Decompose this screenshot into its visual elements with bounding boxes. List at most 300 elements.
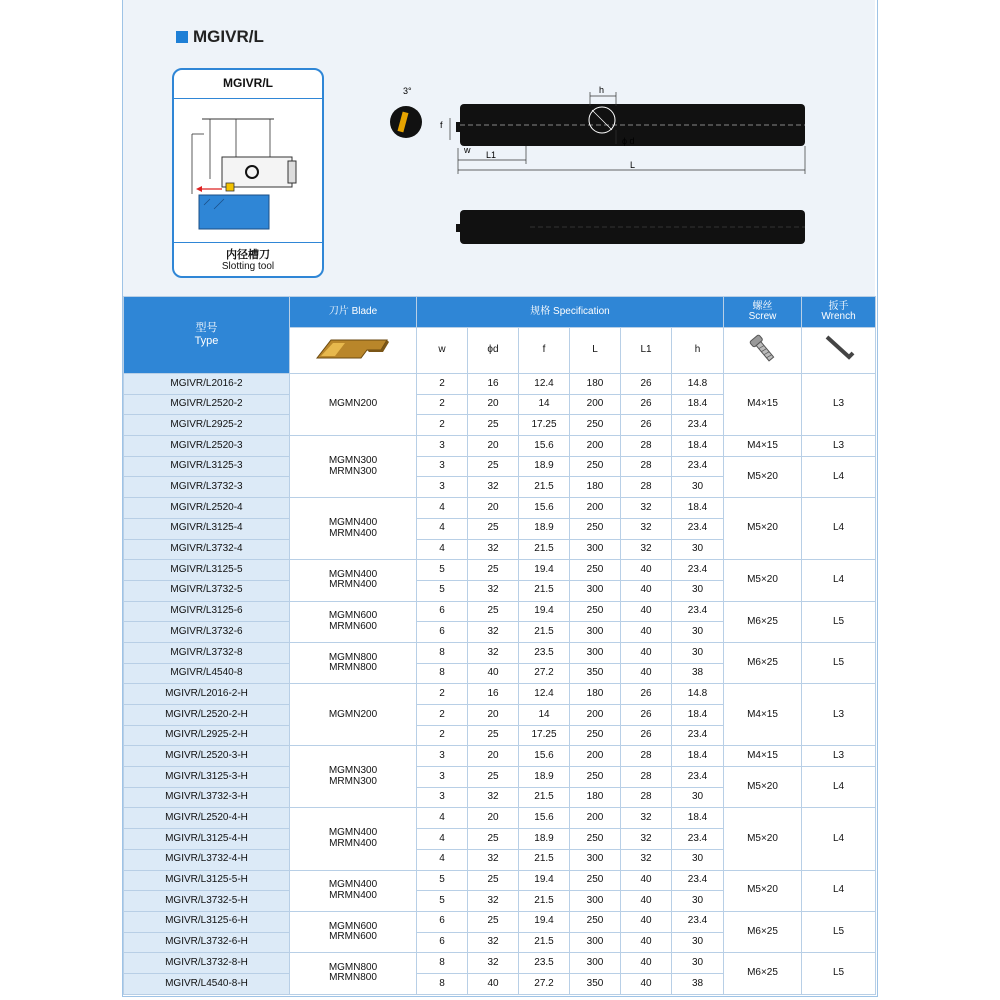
spec-cell: 25 xyxy=(468,911,519,932)
spec-cell: 32 xyxy=(621,849,672,870)
spec-cell: 32 xyxy=(621,539,672,560)
spec-cell: 21.5 xyxy=(519,477,570,498)
spec-cell: 40 xyxy=(621,932,672,953)
blade-model: MGMN800 xyxy=(328,651,378,663)
spec-cell: 26 xyxy=(621,725,672,746)
spec-cell: 2 xyxy=(417,705,468,726)
spec-cell: 21.5 xyxy=(519,622,570,643)
spec-cell: 40 xyxy=(621,601,672,622)
spec-cell: 3 xyxy=(417,787,468,808)
spec-cell: 30 xyxy=(672,849,724,870)
spec-cell: 40 xyxy=(621,580,672,601)
spec-cell: 4 xyxy=(417,808,468,829)
spec-cell: 19.4 xyxy=(519,870,570,891)
l-label: L xyxy=(630,160,636,170)
spec-cell: 23.4 xyxy=(672,870,724,891)
screw-image-cell xyxy=(724,328,802,374)
spec-cell: 18.4 xyxy=(672,436,724,457)
type-cell: MGIVR/L3732-4-H xyxy=(124,849,290,870)
table-row xyxy=(124,642,876,663)
spec-cell: 300 xyxy=(570,539,621,560)
screw-cell: M5×20 xyxy=(724,870,802,911)
spec-cell: 30 xyxy=(672,580,724,601)
blade-cell xyxy=(290,374,417,436)
spec-cell: 200 xyxy=(570,808,621,829)
spec-cell: 350 xyxy=(570,973,621,994)
wrench-cell: L3 xyxy=(802,374,876,436)
table-row xyxy=(124,767,876,788)
type-cell: MGIVR/L2925-2 xyxy=(124,415,290,436)
w-label: w xyxy=(464,145,471,155)
wrench-header-cn: 扳手 xyxy=(828,300,849,312)
spec-cell: 40 xyxy=(621,870,672,891)
spec-cell: 32 xyxy=(468,477,519,498)
wrench-cell: L4 xyxy=(802,808,876,870)
spec-cell: 30 xyxy=(672,539,724,560)
spec-cell: 4 xyxy=(417,539,468,560)
spec-cell: 23.5 xyxy=(519,953,570,974)
blade-model: MRMN400 xyxy=(329,527,377,539)
spec-cell: 21.5 xyxy=(519,539,570,560)
type-cell: MGIVR/L2520-4 xyxy=(124,498,290,519)
screw-cell: M4×15 xyxy=(724,684,802,746)
spec-cell: 250 xyxy=(570,518,621,539)
spec-cell: 40 xyxy=(621,891,672,912)
h-label: h xyxy=(599,85,605,95)
spec-cell: 20 xyxy=(468,394,519,415)
spec-cell: 26 xyxy=(621,394,672,415)
spec-cell: 40 xyxy=(621,560,672,581)
screw-cell: M4×15 xyxy=(724,746,802,767)
spec-cell: 30 xyxy=(672,891,724,912)
spec-cell: 14 xyxy=(519,705,570,726)
spec-cell: 32 xyxy=(468,953,519,974)
type-cell: MGIVR/L2016-2-H xyxy=(124,684,290,705)
spec-cell: 3 xyxy=(417,767,468,788)
spec-cell: 21.5 xyxy=(519,891,570,912)
table-row xyxy=(124,560,876,581)
type-cell: MGIVR/L2016-2 xyxy=(124,374,290,395)
wrench-cell: L5 xyxy=(802,642,876,683)
spec-cell: 3 xyxy=(417,436,468,457)
type-header xyxy=(124,297,290,374)
spec-cell: 23.4 xyxy=(672,415,724,436)
type-cell: MGIVR/L3732-5-H xyxy=(124,891,290,912)
wrench-cell: L4 xyxy=(802,456,876,497)
spec-cell: 180 xyxy=(570,684,621,705)
spec-cell: 40 xyxy=(621,973,672,994)
blade-model: MGMN400 xyxy=(328,517,378,529)
screw-cell: M5×20 xyxy=(724,767,802,808)
blade-cell xyxy=(290,436,417,498)
wrench-cell: L3 xyxy=(802,746,876,767)
spec-cell: 32 xyxy=(468,642,519,663)
spec-cell: 4 xyxy=(417,849,468,870)
col-l: L xyxy=(570,328,621,374)
spec-cell: 30 xyxy=(672,642,724,663)
wrench-cell: L4 xyxy=(802,498,876,560)
spec-cell: 200 xyxy=(570,705,621,726)
blade-model: MRMN800 xyxy=(329,972,377,984)
spec-cell: 21.5 xyxy=(519,849,570,870)
blade-cell xyxy=(290,642,417,683)
page-title: MGIVR/L xyxy=(193,27,264,46)
table-row xyxy=(124,436,876,457)
spec-cell: 20 xyxy=(468,746,519,767)
screw-cell: M5×20 xyxy=(724,498,802,560)
spec-cell: 250 xyxy=(570,415,621,436)
spec-cell: 12.4 xyxy=(519,684,570,705)
type-cell: MGIVR/L3125-4-H xyxy=(124,829,290,850)
blade-model: MGMN300 xyxy=(328,455,378,467)
spec-cell: 5 xyxy=(417,870,468,891)
type-cell: MGIVR/L3732-8-H xyxy=(124,953,290,974)
spec-cell: 8 xyxy=(417,973,468,994)
spec-cell: 250 xyxy=(570,767,621,788)
spec-cell: 21.5 xyxy=(519,787,570,808)
screw-cell: M6×25 xyxy=(724,642,802,683)
spec-cell: 25 xyxy=(468,601,519,622)
blade-cell xyxy=(290,601,417,642)
spec-cell: 18.4 xyxy=(672,808,724,829)
table-row xyxy=(124,374,876,395)
table-row xyxy=(124,684,876,705)
spec-cell: 40 xyxy=(621,953,672,974)
type-cell: MGIVR/L3732-3-H xyxy=(124,787,290,808)
spec-cell: 4 xyxy=(417,829,468,850)
spec-cell: 200 xyxy=(570,746,621,767)
spec-header: 规格 Specification xyxy=(417,297,724,328)
spec-cell: 16 xyxy=(468,684,519,705)
type-cell: MGIVR/L2925-2-H xyxy=(124,725,290,746)
spec-cell: 17.25 xyxy=(519,725,570,746)
spec-cell: 200 xyxy=(570,394,621,415)
screw-header xyxy=(724,297,802,328)
spec-cell: 26 xyxy=(621,684,672,705)
spec-cell: 3 xyxy=(417,456,468,477)
screw-cell: M4×15 xyxy=(724,436,802,457)
diagram-caption-en: Slotting tool xyxy=(221,261,275,272)
spec-cell: 5 xyxy=(417,560,468,581)
blade-cell xyxy=(290,808,417,870)
spec-cell: 30 xyxy=(672,477,724,498)
spec-cell: 28 xyxy=(621,746,672,767)
spec-cell: 18.9 xyxy=(519,518,570,539)
blade-image-cell xyxy=(290,328,417,374)
spec-cell: 30 xyxy=(672,932,724,953)
spec-cell: 26 xyxy=(621,415,672,436)
table-row xyxy=(124,911,876,932)
blade-model: MRMN800 xyxy=(329,662,377,674)
type-cell: MGIVR/L3732-3 xyxy=(124,477,290,498)
spec-cell: 14 xyxy=(519,394,570,415)
spec-cell: 32 xyxy=(468,580,519,601)
spec-cell: 2 xyxy=(417,415,468,436)
type-cell: MGIVR/L3732-5 xyxy=(124,580,290,601)
spec-cell: 16 xyxy=(468,374,519,395)
blade-model: MGMN600 xyxy=(328,920,378,932)
spec-cell: 25 xyxy=(468,518,519,539)
l1-label: L1 xyxy=(486,150,497,160)
spec-cell: 3 xyxy=(417,746,468,767)
col-phid: ϕd xyxy=(468,328,519,374)
phid-label: ϕ d xyxy=(622,136,635,146)
spec-cell: 14.8 xyxy=(672,684,724,705)
screw-icon xyxy=(743,331,783,367)
spec-cell: 2 xyxy=(417,725,468,746)
spec-cell: 18.4 xyxy=(672,498,724,519)
blade-model: MGMN200 xyxy=(328,398,378,410)
table-row xyxy=(124,953,876,974)
spec-cell: 18.4 xyxy=(672,705,724,726)
wrench-cell: L5 xyxy=(802,953,876,994)
spec-cell: 40 xyxy=(621,622,672,643)
spec-cell: 18.9 xyxy=(519,456,570,477)
type-cell: MGIVR/L2520-2-H xyxy=(124,705,290,726)
table-row xyxy=(124,601,876,622)
spec-cell: 300 xyxy=(570,580,621,601)
blade-model: MGMN300 xyxy=(328,765,378,777)
blade-model: MRMN600 xyxy=(329,931,377,943)
spec-cell: 300 xyxy=(570,622,621,643)
title-marker-icon xyxy=(176,31,188,43)
blade-header: 刀片 Blade xyxy=(290,297,417,328)
screw-cell: M5×20 xyxy=(724,456,802,497)
spec-cell: 19.4 xyxy=(519,601,570,622)
blade-cell xyxy=(290,560,417,601)
type-cell: MGIVR/L3732-8 xyxy=(124,642,290,663)
spec-cell: 40 xyxy=(621,642,672,663)
hex-wrench-icon xyxy=(819,331,859,367)
boring-bar-drawing xyxy=(380,82,820,257)
spec-cell: 23.4 xyxy=(672,767,724,788)
col-w: w xyxy=(417,328,468,374)
type-cell: MGIVR/L3125-6 xyxy=(124,601,290,622)
spec-cell: 20 xyxy=(468,808,519,829)
spec-cell: 19.4 xyxy=(519,911,570,932)
type-header-cn: 型号 xyxy=(195,322,218,335)
spec-cell: 3 xyxy=(417,477,468,498)
spec-cell: 40 xyxy=(468,973,519,994)
type-cell: MGIVR/L2520-3 xyxy=(124,436,290,457)
blade-model: MRMN400 xyxy=(329,579,377,591)
spec-cell: 6 xyxy=(417,622,468,643)
spec-cell: 250 xyxy=(570,560,621,581)
wrench-cell: L5 xyxy=(802,911,876,952)
spec-cell: 200 xyxy=(570,436,621,457)
screw-cell: M5×20 xyxy=(724,560,802,601)
table-row xyxy=(124,808,876,829)
blade-cell xyxy=(290,870,417,911)
blade-model: MRMN400 xyxy=(329,837,377,849)
spec-cell: 12.4 xyxy=(519,374,570,395)
spec-cell: 8 xyxy=(417,663,468,684)
spec-cell: 40 xyxy=(621,911,672,932)
blade-model: MGMN200 xyxy=(328,708,378,720)
spec-cell: 6 xyxy=(417,911,468,932)
spec-cell: 4 xyxy=(417,498,468,519)
wrench-cell: L4 xyxy=(802,560,876,601)
screw-cell: M5×20 xyxy=(724,808,802,870)
type-cell: MGIVR/L2520-3-H xyxy=(124,746,290,767)
table-row xyxy=(124,870,876,891)
spec-cell: 25 xyxy=(468,456,519,477)
screw-header-cn: 螺丝 xyxy=(752,300,773,312)
spec-cell: 17.25 xyxy=(519,415,570,436)
spec-cell: 14.8 xyxy=(672,374,724,395)
spec-cell: 2 xyxy=(417,394,468,415)
spec-cell: 32 xyxy=(468,891,519,912)
blade-model: MRMN300 xyxy=(329,465,377,477)
spec-cell: 250 xyxy=(570,870,621,891)
slotting-tool-illustration-icon xyxy=(174,99,322,244)
type-header-en: Type xyxy=(194,335,219,347)
spec-cell: 25 xyxy=(468,560,519,581)
spec-cell: 28 xyxy=(621,456,672,477)
spec-cell: 20 xyxy=(468,498,519,519)
spec-cell: 8 xyxy=(417,953,468,974)
spec-cell: 4 xyxy=(417,518,468,539)
spec-cell: 6 xyxy=(417,601,468,622)
col-f: f xyxy=(519,328,570,374)
spec-cell: 25 xyxy=(468,829,519,850)
spec-cell: 300 xyxy=(570,953,621,974)
spec-cell: 5 xyxy=(417,580,468,601)
spec-cell: 38 xyxy=(672,663,724,684)
type-cell: MGIVR/L3125-3-H xyxy=(124,767,290,788)
spec-cell: 300 xyxy=(570,932,621,953)
blade-model: MGMN400 xyxy=(328,879,378,891)
table-row xyxy=(124,746,876,767)
blade-cell xyxy=(290,953,417,994)
angle-label: 3° xyxy=(403,86,412,96)
spec-cell: 15.6 xyxy=(519,746,570,767)
spec-cell: 250 xyxy=(570,601,621,622)
screw-cell: M6×25 xyxy=(724,601,802,642)
spec-cell: 27.2 xyxy=(519,663,570,684)
type-cell: MGIVR/L3125-6-H xyxy=(124,911,290,932)
spec-cell: 26 xyxy=(621,374,672,395)
spec-cell: 300 xyxy=(570,849,621,870)
spec-cell: 28 xyxy=(621,436,672,457)
spec-cell: 19.4 xyxy=(519,560,570,581)
spec-cell: 27.2 xyxy=(519,973,570,994)
spec-cell: 23.5 xyxy=(519,642,570,663)
spec-cell: 30 xyxy=(672,953,724,974)
table-row xyxy=(124,456,876,477)
spec-cell: 15.6 xyxy=(519,808,570,829)
insert-blade-icon xyxy=(311,334,395,364)
diagram-card xyxy=(172,68,324,278)
spec-cell: 40 xyxy=(621,663,672,684)
type-cell: MGIVR/L3125-3 xyxy=(124,456,290,477)
type-cell: MGIVR/L3732-4 xyxy=(124,539,290,560)
spec-cell: 15.6 xyxy=(519,436,570,457)
spec-cell: 25 xyxy=(468,415,519,436)
blade-model: MGMN400 xyxy=(328,568,378,580)
spec-cell: 23.4 xyxy=(672,829,724,850)
wrench-cell: L4 xyxy=(802,870,876,911)
spec-cell: 32 xyxy=(468,787,519,808)
spec-cell: 21.5 xyxy=(519,580,570,601)
type-cell: MGIVR/L4540-8-H xyxy=(124,973,290,994)
section-title xyxy=(176,27,264,47)
blade-model: MRMN400 xyxy=(329,889,377,901)
spec-cell: 21.5 xyxy=(519,932,570,953)
wrench-cell: L3 xyxy=(802,684,876,746)
blade-model: MRMN600 xyxy=(329,620,377,632)
spec-cell: 18.4 xyxy=(672,746,724,767)
type-cell: MGIVR/L3125-4 xyxy=(124,518,290,539)
diagram-title: MGIVR/L xyxy=(223,76,273,90)
diagram-caption-cn: 内径槽刀 xyxy=(226,249,270,261)
spec-cell: 23.4 xyxy=(672,725,724,746)
spec-cell: 6 xyxy=(417,932,468,953)
type-cell: MGIVR/L4540-8 xyxy=(124,663,290,684)
spec-cell: 23.4 xyxy=(672,560,724,581)
col-h: h xyxy=(672,328,724,374)
spec-cell: 20 xyxy=(468,705,519,726)
wrench-cell: L4 xyxy=(802,767,876,808)
spec-cell: 25 xyxy=(468,767,519,788)
specification-table xyxy=(123,296,876,995)
screw-cell: M4×15 xyxy=(724,374,802,436)
blade-cell xyxy=(290,746,417,808)
blade-cell xyxy=(290,684,417,746)
spec-cell: 200 xyxy=(570,498,621,519)
blade-model: MGMN400 xyxy=(328,827,378,839)
screw-header-en: Screw xyxy=(748,311,777,322)
spec-cell: 32 xyxy=(468,622,519,643)
wrench-cell: L3 xyxy=(802,436,876,457)
spec-cell: 32 xyxy=(468,849,519,870)
spec-cell: 250 xyxy=(570,725,621,746)
spec-cell: 18.9 xyxy=(519,767,570,788)
type-cell: MGIVR/L2520-4-H xyxy=(124,808,290,829)
type-cell: MGIVR/L2520-2 xyxy=(124,394,290,415)
spec-cell: 2 xyxy=(417,374,468,395)
boring-bar-bottom xyxy=(460,210,805,244)
wrench-cell: L5 xyxy=(802,601,876,642)
spec-cell: 300 xyxy=(570,642,621,663)
spec-cell: 28 xyxy=(621,767,672,788)
spec-cell: 32 xyxy=(621,498,672,519)
spec-cell: 32 xyxy=(621,808,672,829)
spec-cell: 15.6 xyxy=(519,498,570,519)
screw-cell: M6×25 xyxy=(724,911,802,952)
spec-cell: 180 xyxy=(570,477,621,498)
spec-cell: 18.9 xyxy=(519,829,570,850)
spec-cell: 250 xyxy=(570,911,621,932)
blade-model: MGMN800 xyxy=(328,961,378,973)
spec-cell: 20 xyxy=(468,436,519,457)
type-cell: MGIVR/L3125-5 xyxy=(124,560,290,581)
spec-cell: 32 xyxy=(621,829,672,850)
f-label: f xyxy=(440,120,443,130)
spec-cell: 32 xyxy=(468,539,519,560)
spec-cell: 2 xyxy=(417,684,468,705)
spec-cell: 23.4 xyxy=(672,601,724,622)
type-cell: MGIVR/L3732-6 xyxy=(124,622,290,643)
blade-model: MRMN300 xyxy=(329,775,377,787)
spec-cell: 18.4 xyxy=(672,394,724,415)
spec-cell: 23.4 xyxy=(672,911,724,932)
type-cell: MGIVR/L3125-5-H xyxy=(124,870,290,891)
table-row xyxy=(124,498,876,519)
spec-cell: 32 xyxy=(621,518,672,539)
spec-cell: 180 xyxy=(570,374,621,395)
spec-cell: 28 xyxy=(621,787,672,808)
